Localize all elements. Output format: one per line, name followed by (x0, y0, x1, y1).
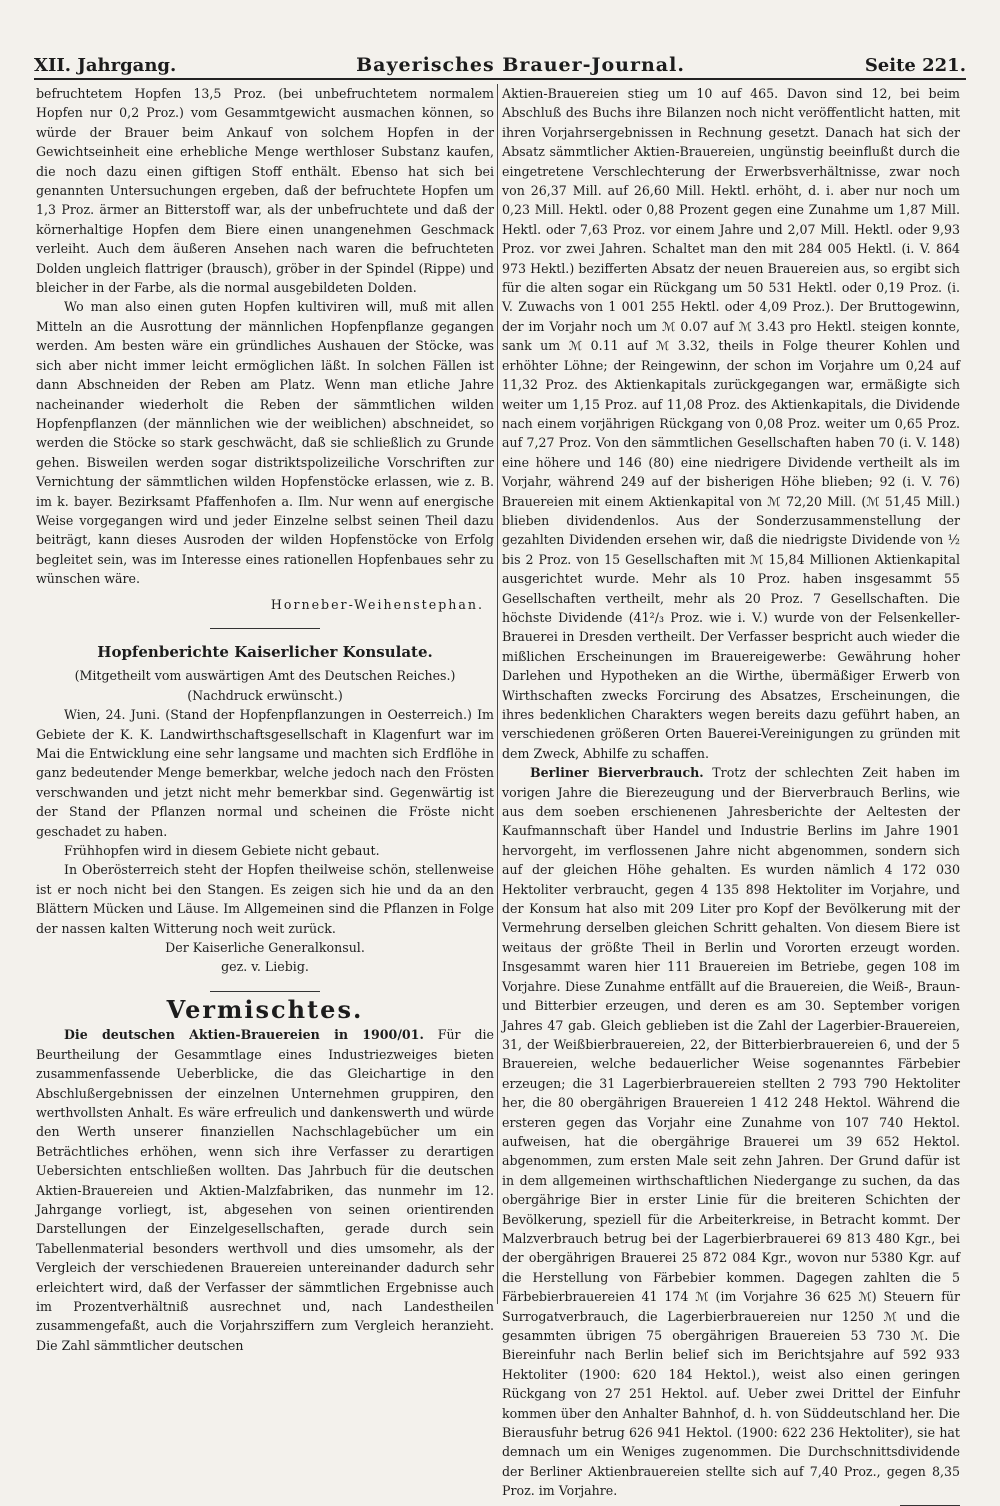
section-title-hopfenberichte: Hopfenberichte Kaiserlicher Konsulate. (97, 642, 433, 661)
article-heading-aktienbrauereien: Die deutschen Aktien-Brauereien in 1900/01. (64, 1027, 424, 1043)
left-paragraph-oberoesterreich: In Oberösterreich steht der Hopfen theilweise schön, stellenweise ist er noch nicht bei den Stangen. Es zeigen sich hie und da an den Blättern Mücken und Läuse. Im Allgemeinen sind die Pflanzen in Folge der nassen kalten Witterung noch weit zurück. (36, 862, 494, 936)
section-divider-2 (210, 991, 320, 992)
left-paragraph-1: befruchtetem Hopfen 13,5 Proz. (bei unbefruchtetem normalem Hopfen nur 0,2 Proz.) vom Gesammtgewicht ausmachen können, so würde der Brauer beim Ankauf von solchem Hopfen in der Gewichtseinheit eine erhebliche Menge werthloser Substanz kaufen, die noch dazu einen giftigen Stoff enthält. Ebenso hat sich bei genannten Untersuchungen ergeben, daß der befruchtete Hopfen um 1,3 Proz. ärmer an Bitterstoff war, als der unbefruchtete und daß der körnerhaltige Hopfen dem Biere einen unangenehmen Geschmack verleiht. Auch dem äußeren Ansehen nach waren die befruchteten Dolden ungleich flattriger (brausch), gröber in der Spindel (Rippe) und bleicher in der Farbe, als die normal ausgebildeten Dolden. (36, 86, 494, 296)
article-body-berliner-bierverbrauch: Trotz der schlechten Zeit haben im vorigen Jahre die Bierezeugung und der Bierverbrauch Berlins, wie aus dem soeben erschienenen Jahresberichte der Aeltesten der Kaufmannschaft über Handel und Industrie Berlins im Jahre 1901 hervorgeht, im verflossenen Jahre nicht abgenommen, sondern sich auf der gleichen Höhe gehalten. Es wurden nämlich 4 172 030 Hektoliter verbraucht, gegen 4 135 898 Hektoliter im Vorjahre, und der Konsum hat also mit 209 Liter pro Kopf der Bevölkerung mit der Vermehrung derselben gleichen Schritt gehalten. Von diesem Biere ist weitaus der größte Theil in Berlin und Vororten erzeugt worden. Insgesammt waren hier 111 Brauereien im Betriebe, gegen 108 im Vorjahre. Diese Zunahme entfällt auf die Brauereien, die Weiß-, Braun- und Bitterbier erzeugen, und deren es am 30. September vorigen Jahres 47 gab. Gleich geblieben ist die Zahl der Lagerbier-Brauereien, 31, der Weißbierbrauereien, 22, der Bitterbierbrauereien 6, und der 5 Brauereien, welche bedauerlicher Weise sogenanntes Färbebier erzeugen; die 31 Lagerbierbrauereien stellten 2 793 790 Hektoliter her, die 80 obergährigen Brauereien 1 412 248 Hektol. Während die ersteren gegen das Vorjahr eine Zunahme von 107 740 Hektol. aufweisen, hat die obergährige Brauerei um 39 652 Hektol. abgenommen, zum ersten Male seit zehn Jahren. Der Grund dafür ist in dem allgemeinen wirthschaftlichen Niedergange zu suchen, da das obergährige Bier in erster Linie für die breiteren Schichten der Bevölkerung, speziell für die Arbeiterkreise, in Betracht kommt. Der Malzverbrauch betrug bei der Lagerbierbrauerei 69 813 480 Kgr., bei der obergährigen Brauerei 25 872 084 Kgr., wovon nur 5380 Kgr. auf die Herstellung von Färbebier kommen. Dagegen zahlten die 5 Färbebierbrauereien 41 174 ℳ (im Vorjahre 36 625 ℳ) Steuern für Surrogatverbrauch, die Lagerbierbrauereien nur 1250 ℳ und die gesammten übrigen 75 obergährigen Brauereien 53 730 ℳ. Die Biereinfuhr nach Berlin belief sich im Berichtsjahre auf 592 933 Hektoliter (1900: 620 184 Hektol.), weist also einen geringen Rückgang von 27 251 Hektol. auf. Ueber zwei Drittel der Einfuhr kommen über den Anhalter Bahnhof, d. h. von Süddeutschland her. Die Bierausfuhr betrug 626 941 Hektol. (1900: 622 236 Hektoliter), sie hat demnach um ein Weniges zugenommen. Die Durchschnittsdividende der Berliner Aktienbrauereien stellte sich auf 7,40 Proz., gegen 8,35 Proz. im Vorjahre. (502, 765, 960, 1499)
header-journal-title: Bayerisches Brauer-Journal. (356, 54, 685, 76)
article-body-aktienbrauereien: Für die Beurtheilung der Gesammtlage eines Industriezweiges bieten zusammenfassende Ueberblicke, die das Gleichartige in den Abschlußergebnissen der einzelnen Unternehmen gruppiren, den werthvollsten Anhalt. Es wäre erfreulich und dankenswerth und würde den Werth unserer finanziellen Nachschlagebücher um ein Beträchtliches erhöhen, wenn sich ihre Verfasser zu derartigen Uebersichten entschließen wollten. Das Jahrbuch für die deutschen Aktien-Brauereien und Aktien-Malzfabriken, das nunmehr im 12. Jahrgange vorliegt, ist, abgesehen von seinen orientirenden Darstellungen der Einzelgesellschaften, gerade durch sein Tabellenmaterial besonders werthvoll und dies umsomehr, als der Vergleich der verschiedenen Brauereien untereinander dadurch sehr erleichtert wird, daß der Verfasser der sämmtlichen Ergebnisse auch im Prozentverhältniß ausrechnet und, nach Landestheilen zusammengefaßt, auch die Vorjahrsziffern zum Vergleich heranzieht. Die Zahl sämmtlicher deutschen (36, 1027, 494, 1353)
page-header (34, 42, 966, 76)
author-signature: Horneber-Weihenstephan. (270, 596, 484, 612)
column-divider (497, 84, 498, 1304)
header-rule (34, 78, 966, 80)
consul-signature: gez. v. Liebig. (221, 959, 309, 975)
section-subtitle-2: (Nachdruck erwünscht.) (187, 687, 343, 703)
header-page-number: Seite 221. (864, 55, 966, 76)
left-paragraph-fruehhopfen: Frühhopfen wird in diesem Gebiete nicht gebaut. (64, 843, 380, 859)
header-volume: XII. Jahrgang. (34, 55, 177, 76)
left-paragraph-aktienbrauereien (36, 1025, 494, 1355)
section-title-vermischtes: Vermischtes. (166, 994, 364, 1024)
section-divider (210, 628, 320, 629)
right-paragraph-1: Aktien-Brauereien stieg um 10 auf 465. Davon sind 12, bei beim Abschluß des Buchs ihre Bilanzen noch nicht veröffentlicht hatten, mit ihren Vorjahrsergebnissen in Rechnung gesetzt. Danach hat sich der Absatz sämmtlicher Aktien-Brauereien, ungünstig beeinflußt durch die eingetretene Verschlechterung der Erwerbsverhältnisse, zwar noch von 26,37 Mill. auf 26,60 Mill. Hektl. erhöht, d. i. aber nur noch um 0,23 Mill. Hektl. oder 0,88 Prozent gegen eine Zunahme um 1,87 Mill. Hektl. oder 7,63 Proz. vor einem Jahre und 2,07 Mill. Hektl. oder 9,93 Proz. vor zwei Jahren. Schaltet man den mit 284 005 Hektl. (i. V. 864 973 Hektl.) bezifferten Absatz der neuen Brauereien aus, so ergibt sich für die alten sogar ein Rückgang um 50 531 Hektl. oder 0,19 Proz. (i. V. Zuwachs von 1 001 255 Hektl. oder 4,09 Proz.). Der Bruttogewinn, der im Vorjahr noch um ℳ 0.07 auf ℳ 3.43 pro Hektl. steigen konnte, sank um ℳ 0.11 auf ℳ 3.32, theils in Folge theurer Kohlen und erhöhter Löhne; der Reingewinn, der schon im Vorjahre um 0,24 auf 11,32 Proz. des Aktienkapitals zurückgegangen war, ermäßigte sich weiter um 1,15 Proz. auf 11,08 Proz. des Aktienkapitals, die Dividende nach einem vorjährigen Rückgang von 0,08 Proz. weiter um 0,65 Proz. auf 7,27 Proz. Von den sämmtlichen Gesellschaften haben 70 (i. V. 148) eine höhere und 146 (80) eine niedrigere Dividende vertheilt als im Vorjahr, während 249 auf der bisherigen Höhe blieben; 92 (i. V. 76) Brauereien mit einem Aktienkapital von ℳ 72,20 Mill. (ℳ 51,45 Mill.) blieben dividendenlos. Aus der Sonderzusammenstellung der gezahlten Dividenden ersehen wir, daß die niedrigste Dividende von ½ bis 2 Proz. von 15 Gesellschaften mit ℳ 15,84 Millionen Aktienkapital ausgerichtet wurde. Mehr als 10 Proz. haben insgesammt 55 Gesellschaften vertheilt, mehr als 20 Proz. 7 Gesellschaften. Die höchste Dividende (41²/₃ Proz. wie i. V.) wurde von der Felsenkeller-Brauerei in Dresden vertheilt. Der Verfasser bespricht auch wieder die mißlichen Erscheinungen im Brauereigewerbe: Gewährung hoher Darlehen und Hypotheken an die Wirthe, übermäßiger Erwerb von Wirthschaften zwecks Forcirung des Absatzes, Erscheinungen, die ihres bedenklichen Charakters wegen bereits dazu geführt haben, an verschiedenen größeren Orten Bauerei-Vereinigungen zu gründen mit dem Zweck, Abhilfe zu schaffen. (502, 86, 960, 761)
left-paragraph-2: Wo man also einen guten Hopfen kultiviren will, muß mit allen Mitteln an die Ausrottung der männlichen Hopfenpflanze gegangen werden. Am besten wäre ein gründliches Aushauen der Stöcke, was sich aber nicht immer leicht ermöglichen läßt. In solchen Fällen ist dann Abschneiden der Reben am Platz. Wenn man etliche Jahre nacheinander wiederholt die Reben der sämmtlichen wilden Hopfenpflanzen (der männlichen wie der weiblichen) abschneidet, so werden die Stöcke so stark geschwächt, daß sie schließlich zu Grunde gehen. Bisweilen werden sogar distriktspolizeiliche Vorschriften zur Vernichtung der sämmtlichen wilden Hopfenstöcke erlassen, wie z. B. im k. bayer. Bezirksamt Pfaffenhofen a. Ilm. Nur wenn auf energische Weise vorgegangen wird und jeder Einzelne selbst seinen Theil dazu beiträgt, kann dieses Ausroden der wilden Hopfenstöcke von Erfolg begleitet sein, was im Interesse eines rationellen Hopfenbaues sehr zu wünschen wäre. (36, 299, 494, 587)
article-heading-berliner-bierverbrauch: Berliner Bierverbrauch. (530, 765, 704, 781)
left-paragraph-wien: Wien, 24. Juni. (Stand der Hopfenpflanzungen in Oesterreich.) Im Gebiete der K. K. Landwirthschaftsgesellschaft in Klagenfurt war im Mai die Entwicklung eine sehr langsame und machten sich Erdflöhe in ganz bedeutender Menge bemerkbar, welche jedoch nach den Frösten verschwanden und jetzt nicht mehr bemerkbar sind. Gegenwärtig ist der Stand der Pflanzen normal und scheinen die Fröste nicht geschadet zu haben. (36, 707, 494, 839)
right-paragraph-berlin (502, 763, 960, 1500)
section-subtitle-1: (Mitgetheilt vom auswärtigen Amt des Deutschen Reiches.) (74, 668, 456, 684)
left-column (36, 84, 494, 1353)
consul-title: Der Kaiserliche Generalkonsul. (165, 940, 365, 956)
right-column (502, 84, 960, 1499)
